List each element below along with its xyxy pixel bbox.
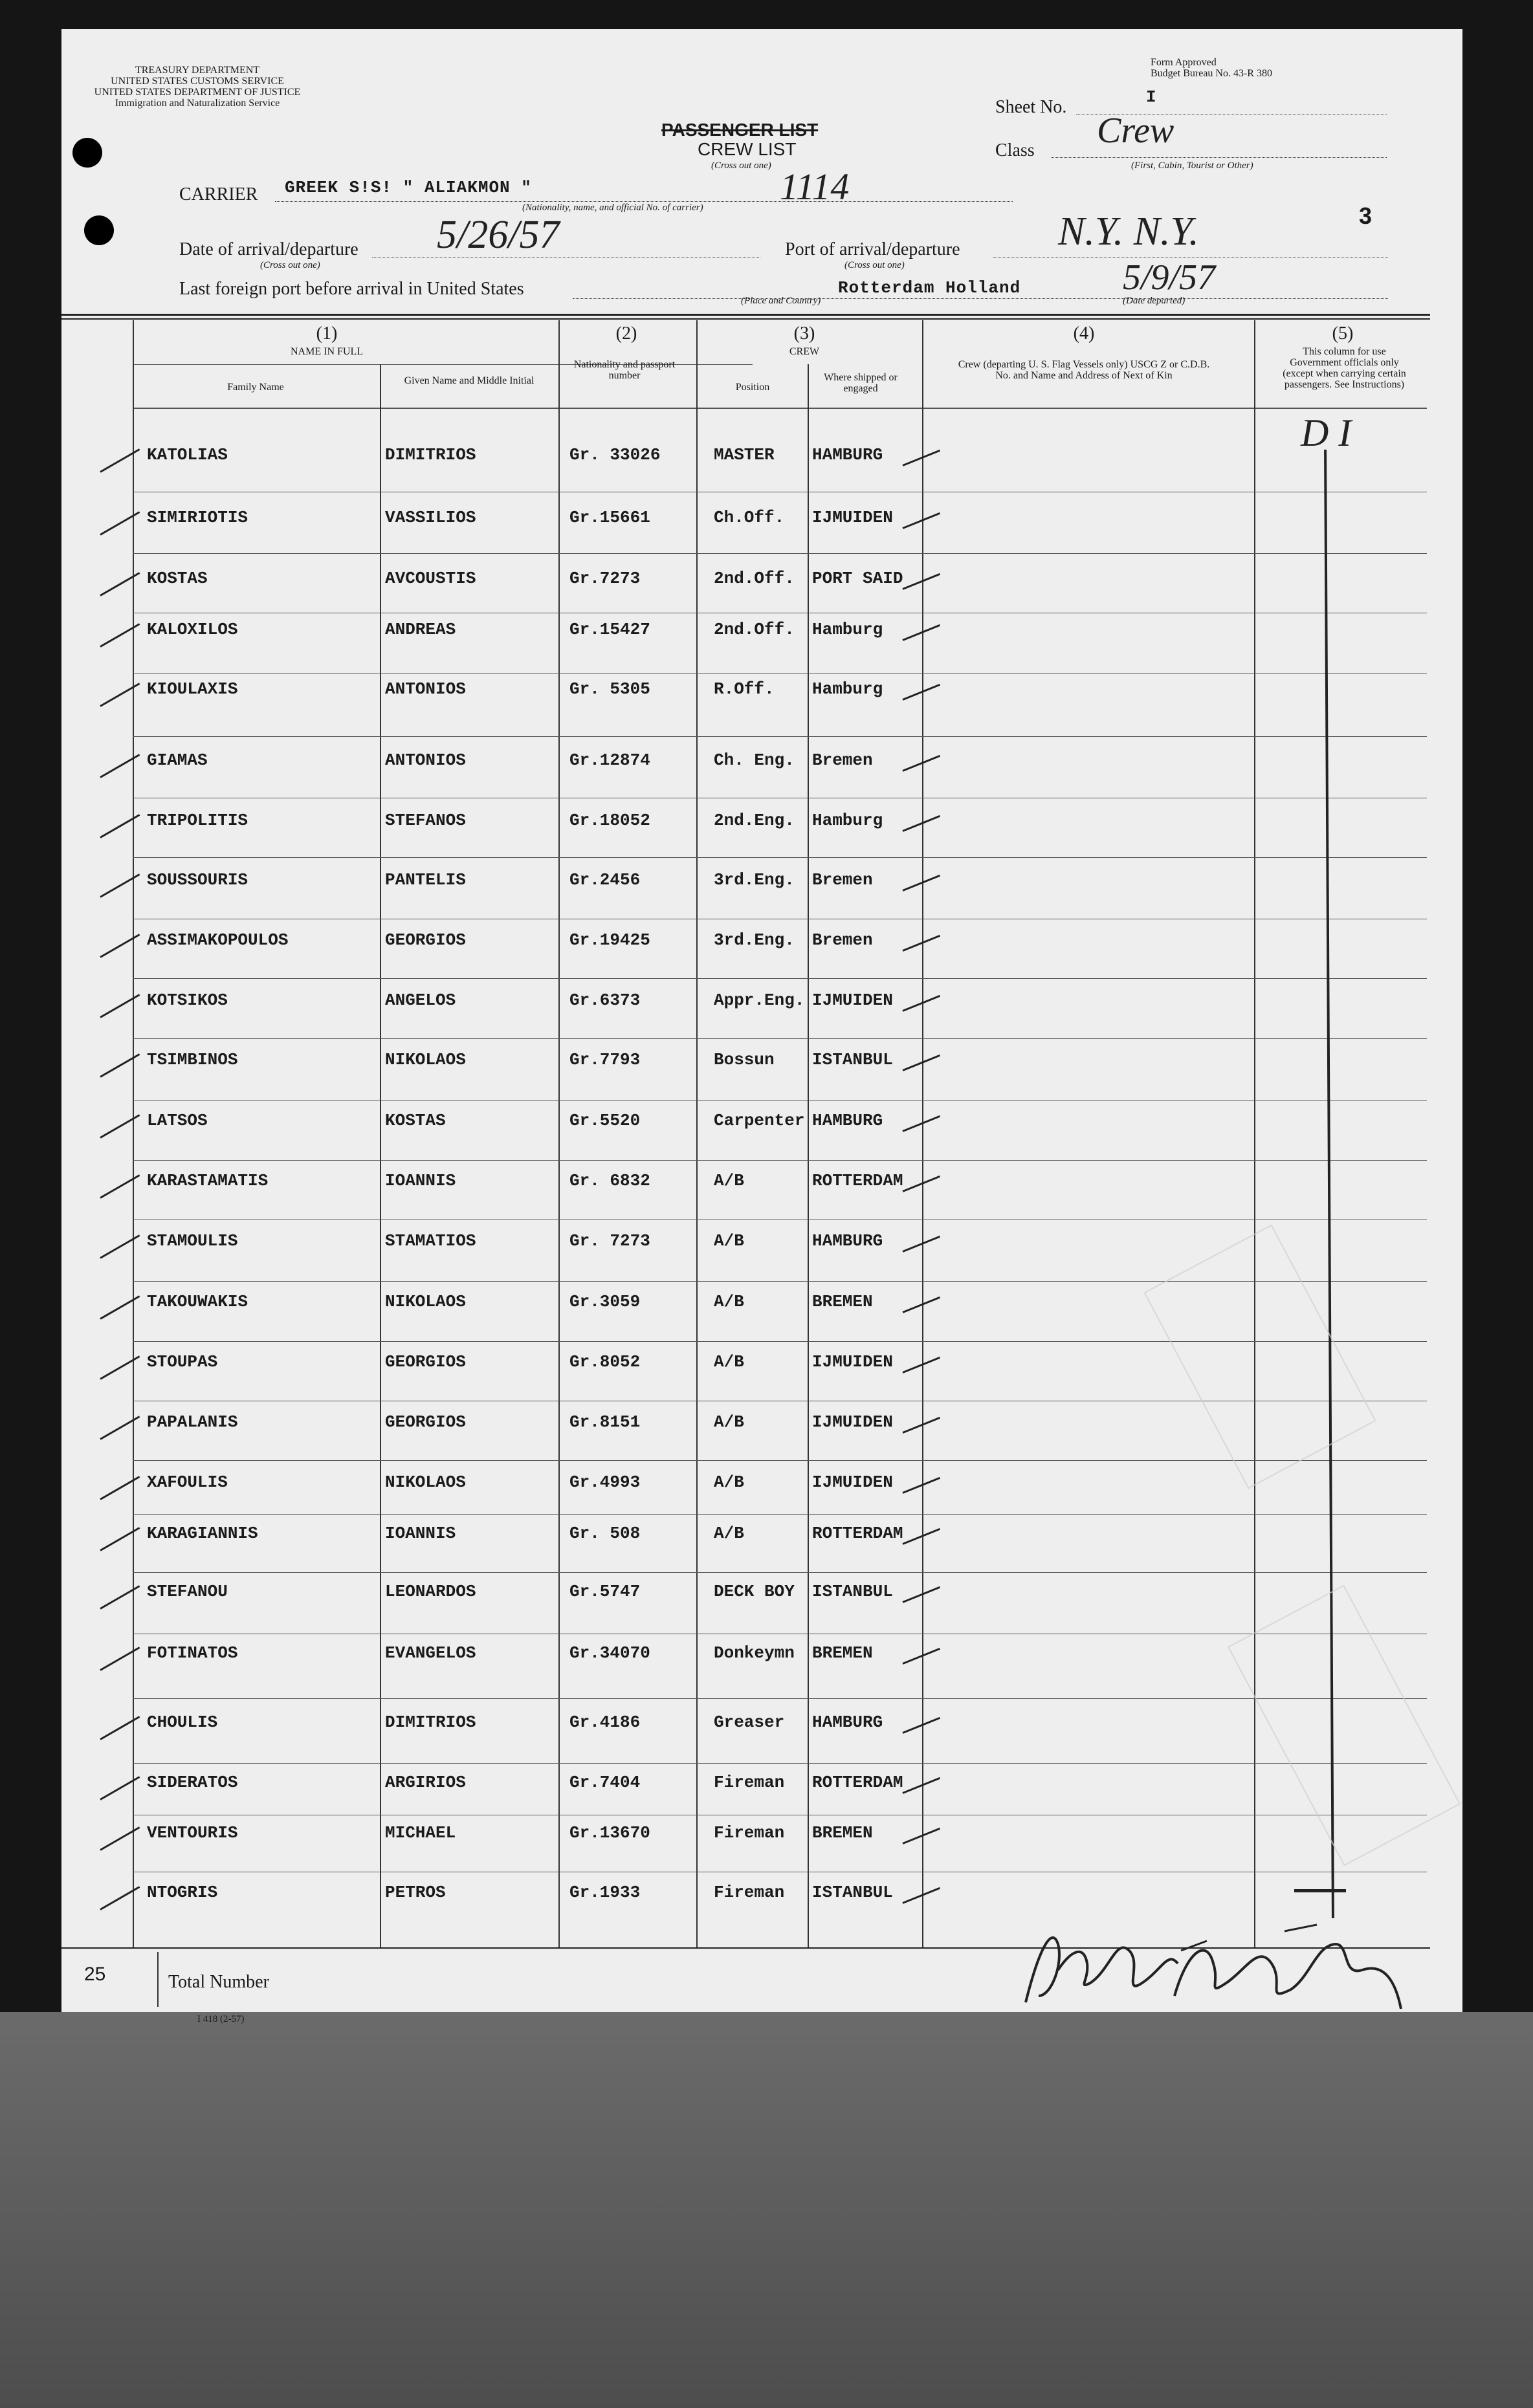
position-cell: A/B xyxy=(714,1231,744,1251)
where-shipped-cell: ROTTERDAM xyxy=(812,1524,903,1543)
carrier-value: GREEK S!S! " ALIAKMON " xyxy=(285,178,532,197)
where-shipped-cell: HAMBURG xyxy=(812,445,883,465)
family-name-cell: KARAGIANNIS xyxy=(147,1524,258,1543)
family-name-cell: PAPALANIS xyxy=(147,1412,238,1432)
family-name-cell: KOSTAS xyxy=(147,569,208,588)
where-shipped-cell: IJMUIDEN xyxy=(812,1412,893,1432)
date-cross-out-hint: (Cross out one) xyxy=(260,260,320,270)
family-name-cell: KIOULAXIS xyxy=(147,679,238,699)
family-name-cell: STEFANOU xyxy=(147,1582,228,1601)
row-divider xyxy=(133,553,1427,554)
check-mark xyxy=(902,624,940,641)
col2-title: Nationality and passport number xyxy=(573,359,676,381)
port-cross-out-hint: (Cross out one) xyxy=(844,260,905,270)
given-name-header: Given Name and Middle Initial xyxy=(404,375,535,386)
given-name-cell: GEORGIOS xyxy=(385,1412,466,1432)
passport-cell: Gr.7273 xyxy=(569,569,641,588)
check-mark xyxy=(902,1477,940,1494)
col4-title: Crew (departing U. S. Flag Vessels only) USCG Z or C.D.B. No. and Name and Address of Next of Kin xyxy=(958,359,1210,381)
position-cell: A/B xyxy=(714,1524,744,1543)
family-name-header: Family Name xyxy=(227,382,284,393)
passport-cell: Gr.15661 xyxy=(569,508,650,527)
check-mark xyxy=(100,623,140,648)
check-mark xyxy=(100,994,140,1018)
class-hint: (First, Cabin, Tourist or Other) xyxy=(1131,160,1253,171)
passport-cell: Gr.19425 xyxy=(569,930,650,950)
where-shipped-cell: ISTANBUL xyxy=(812,1050,893,1069)
punch-hole xyxy=(72,138,102,168)
passport-cell: Gr.15427 xyxy=(569,620,650,639)
check-mark xyxy=(902,1717,940,1734)
check-mark xyxy=(100,1295,140,1320)
check-mark xyxy=(902,1055,940,1071)
position-cell: 2nd.Off. xyxy=(714,569,795,588)
family-name-cell: SOUSSOURIS xyxy=(147,870,248,890)
position-cell: A/B xyxy=(714,1171,744,1190)
given-name-cell: ANTONIOS xyxy=(385,750,466,770)
check-mark xyxy=(902,1887,940,1904)
place-hint: (Place and Country) xyxy=(741,296,821,306)
position-cell: A/B xyxy=(714,1292,744,1311)
given-name-cell: GEORGIOS xyxy=(385,930,466,950)
col4-number: (4) xyxy=(1073,323,1095,344)
check-mark xyxy=(902,684,940,701)
where-shipped-cell: BREMEN xyxy=(812,1292,873,1311)
position-cell: R.Off. xyxy=(714,679,775,699)
row-divider xyxy=(133,1572,1427,1573)
position-cell: Carpenter xyxy=(714,1111,805,1130)
sheet-no-label: Sheet No. xyxy=(995,97,1067,117)
col2-number: (2) xyxy=(615,323,637,344)
given-name-cell: VASSILIOS xyxy=(385,508,476,527)
passport-cell: Gr.7793 xyxy=(569,1050,641,1069)
budget-bureau: Budget Bureau No. 43-R 380 xyxy=(1151,68,1272,79)
where-shipped-cell: PORT SAID xyxy=(812,569,903,588)
class-label: Class xyxy=(995,140,1035,160)
position-cell: Appr.Eng. xyxy=(714,991,805,1010)
given-name-cell: AVCOUSTIS xyxy=(385,569,476,588)
where-shipped-cell: IJMUIDEN xyxy=(812,1352,893,1372)
passport-cell: Gr.5520 xyxy=(569,1111,641,1130)
given-name-cell: ANDREAS xyxy=(385,620,456,639)
position-cell: Fireman xyxy=(714,1773,785,1792)
given-name-cell: NIKOLAOS xyxy=(385,1472,466,1492)
passport-cell: Gr.18052 xyxy=(569,811,650,830)
check-mark xyxy=(902,450,940,466)
agency-line: Immigration and Naturalization Service xyxy=(115,98,280,109)
passport-cell: Gr.7404 xyxy=(569,1773,641,1792)
where-shipped-cell: ISTANBUL xyxy=(812,1883,893,1902)
check-mark xyxy=(902,1828,940,1844)
check-mark xyxy=(100,1585,140,1610)
position-cell: Ch. Eng. xyxy=(714,750,795,770)
class-value: Crew xyxy=(1097,111,1175,151)
given-name-cell: STAMATIOS xyxy=(385,1231,476,1251)
given-name-cell: ANGELOS xyxy=(385,991,456,1010)
agency-line: UNITED STATES CUSTOMS SERVICE xyxy=(111,76,284,87)
position-cell: A/B xyxy=(714,1412,744,1432)
position-cell: A/B xyxy=(714,1472,744,1492)
where-shipped-cell: Hamburg xyxy=(812,811,883,830)
check-mark xyxy=(100,1053,140,1078)
family-name-cell: CHOULIS xyxy=(147,1713,218,1732)
passport-cell: Gr.6373 xyxy=(569,991,641,1010)
family-name-cell: SIMIRIOTIS xyxy=(147,508,248,527)
title-cross-out-hint: (Cross out one) xyxy=(711,160,771,171)
date-departed-hint: (Date departed) xyxy=(1123,296,1186,306)
given-name-cell: KOSTAS xyxy=(385,1111,446,1130)
where-shipped-cell: Bremen xyxy=(812,930,873,950)
position-cell: Fireman xyxy=(714,1883,785,1902)
passport-cell: Gr.8052 xyxy=(569,1352,641,1372)
check-mark xyxy=(100,1776,140,1801)
row-divider xyxy=(133,736,1427,737)
given-name-cell: LEONARDOS xyxy=(385,1582,476,1601)
check-mark xyxy=(902,935,940,952)
where-shipped-cell: HAMBURG xyxy=(812,1231,883,1251)
position-cell: MASTER xyxy=(714,445,775,465)
position-cell: Fireman xyxy=(714,1823,785,1843)
position-cell: Greaser xyxy=(714,1713,785,1732)
check-mark xyxy=(100,1527,140,1551)
passport-cell: Gr.4993 xyxy=(569,1472,641,1492)
check-mark xyxy=(902,755,940,772)
check-mark xyxy=(902,1777,940,1794)
where-shipped-cell: IJMUIDEN xyxy=(812,1472,893,1492)
check-mark xyxy=(100,1234,140,1259)
where-shipped-cell: ROTTERDAM xyxy=(812,1171,903,1190)
given-name-cell: IOANNIS xyxy=(385,1171,456,1190)
where-shipped-cell: IJMUIDEN xyxy=(812,991,893,1010)
form-code: I 418 (2-57) xyxy=(197,2014,245,2024)
passport-cell: Gr. 7273 xyxy=(569,1231,650,1251)
check-mark xyxy=(100,572,140,597)
where-shipped-cell: ROTTERDAM xyxy=(812,1773,903,1792)
carrier-number: 1114 xyxy=(780,166,850,208)
position-cell: Donkeymn xyxy=(714,1643,795,1663)
form-approved: Form Approved xyxy=(1151,57,1217,68)
given-name-cell: STEFANOS xyxy=(385,811,466,830)
row-divider xyxy=(133,978,1427,979)
passport-cell: Gr.13670 xyxy=(569,1823,650,1843)
where-shipped-header: Where shipped or engaged xyxy=(824,372,898,394)
check-mark xyxy=(100,1476,140,1500)
passport-cell: Gr.12874 xyxy=(569,750,650,770)
position-cell: A/B xyxy=(714,1352,744,1372)
check-mark xyxy=(100,934,140,958)
passport-cell: Gr.4186 xyxy=(569,1713,641,1732)
family-name-cell: GIAMAS xyxy=(147,750,208,770)
check-mark xyxy=(902,1648,940,1665)
where-shipped-cell: Bremen xyxy=(812,870,873,890)
family-name-cell: KOTSIKOS xyxy=(147,991,228,1010)
row-divider xyxy=(133,1514,1427,1515)
check-mark xyxy=(902,875,940,892)
given-name-cell: IOANNIS xyxy=(385,1524,456,1543)
check-mark xyxy=(902,1586,940,1603)
family-name-cell: TAKOUWAKIS xyxy=(147,1292,248,1311)
col5-title: This column for use Government officials only (except when carrying certain passengers. See Instructions) xyxy=(1283,346,1406,390)
total-number-value: 25 xyxy=(84,1964,106,1985)
where-shipped-cell: ISTANBUL xyxy=(812,1582,893,1601)
col1-title: NAME IN FULL xyxy=(291,346,363,357)
position-cell: Bossun xyxy=(714,1050,775,1069)
family-name-cell: TRIPOLITIS xyxy=(147,811,248,830)
family-name-cell: KARASTAMATIS xyxy=(147,1171,269,1190)
passport-cell: Gr.1933 xyxy=(569,1883,641,1902)
crew-list-form xyxy=(61,29,1462,2024)
col3-number: (3) xyxy=(793,323,815,344)
given-name-cell: PETROS xyxy=(385,1883,446,1902)
row-divider xyxy=(133,1038,1427,1039)
check-mark xyxy=(100,754,140,778)
where-shipped-cell: BREMEN xyxy=(812,1643,873,1663)
passport-cell: Gr. 508 xyxy=(569,1524,641,1543)
given-name-cell: PANTELIS xyxy=(385,870,466,890)
check-mark xyxy=(100,1355,140,1380)
date-label: Date of arrival/departure xyxy=(179,239,358,259)
check-mark xyxy=(902,573,940,590)
scan-bottom-margin xyxy=(0,2012,1533,2408)
position-cell: 2nd.Off. xyxy=(714,620,795,639)
check-mark xyxy=(902,1357,940,1374)
check-mark xyxy=(902,1176,940,1192)
punch-hole xyxy=(84,215,114,245)
family-name-cell: STAMOULIS xyxy=(147,1231,238,1251)
check-mark xyxy=(100,1886,140,1910)
where-shipped-cell: HAMBURG xyxy=(812,1713,883,1732)
check-mark xyxy=(902,1115,940,1132)
check-mark xyxy=(902,1297,940,1313)
passport-cell: Gr.2456 xyxy=(569,870,641,890)
row-divider xyxy=(133,1160,1427,1161)
passport-cell: Gr.34070 xyxy=(569,1643,650,1663)
col5-number: (5) xyxy=(1332,323,1354,344)
given-name-cell: MICHAEL xyxy=(385,1823,456,1843)
check-mark xyxy=(100,814,140,838)
given-name-cell: ANTONIOS xyxy=(385,679,466,699)
check-mark xyxy=(902,995,940,1012)
check-mark xyxy=(902,815,940,832)
row-divider xyxy=(133,1698,1427,1699)
port-label: Port of arrival/departure xyxy=(785,239,960,259)
sheet-no-value: I xyxy=(1146,87,1157,107)
position-cell: 3rd.Eng. xyxy=(714,870,795,890)
check-mark xyxy=(902,512,940,529)
last-port-label: Last foreign port before arrival in United States xyxy=(179,279,524,299)
agency-line: UNITED STATES DEPARTMENT OF JUSTICE xyxy=(94,87,301,98)
where-shipped-cell: Hamburg xyxy=(812,620,883,639)
check-mark xyxy=(100,1647,140,1671)
passport-cell: Gr. 33026 xyxy=(569,445,661,465)
family-name-cell: KATOLIAS xyxy=(147,445,228,465)
date-value: 5/26/57 xyxy=(437,213,560,257)
last-port-date: 5/9/57 xyxy=(1123,257,1216,298)
passport-cell: Gr.5747 xyxy=(569,1582,641,1601)
page-number: 3 xyxy=(1359,202,1373,229)
family-name-cell: KALOXILOS xyxy=(147,620,238,639)
title-crew-list: CREW LIST xyxy=(698,139,797,159)
faint-stamp xyxy=(1228,1585,1461,1866)
given-name-cell: ARGIRIOS xyxy=(385,1773,466,1792)
position-cell: 2nd.Eng. xyxy=(714,811,795,830)
given-name-cell: EVANGELOS xyxy=(385,1643,476,1663)
where-shipped-cell: Hamburg xyxy=(812,679,883,699)
carrier-label: CARRIER xyxy=(179,184,258,204)
passport-cell: Gr. 5305 xyxy=(569,679,650,699)
check-mark xyxy=(902,1528,940,1545)
passport-cell: Gr.3059 xyxy=(569,1292,641,1311)
family-name-cell: SIDERATOS xyxy=(147,1773,238,1792)
family-name-cell: TSIMBINOS xyxy=(147,1050,238,1069)
family-name-cell: STOUPAS xyxy=(147,1352,218,1372)
check-mark xyxy=(100,1114,140,1139)
given-name-cell: NIKOLAOS xyxy=(385,1292,466,1311)
family-name-cell: XAFOULIS xyxy=(147,1472,228,1492)
check-mark xyxy=(902,1236,940,1253)
check-mark xyxy=(100,1716,140,1740)
total-number-box xyxy=(67,1952,159,2007)
passport-cell: Gr. 6832 xyxy=(569,1171,650,1190)
row-divider xyxy=(133,857,1427,858)
given-name-cell: NIKOLAOS xyxy=(385,1050,466,1069)
check-mark xyxy=(100,448,140,473)
agency-block xyxy=(87,65,307,109)
position-cell: 3rd.Eng. xyxy=(714,930,795,950)
faint-stamp xyxy=(1143,1225,1376,1489)
column5-mark: D I xyxy=(1301,411,1352,454)
check-mark xyxy=(902,1417,940,1434)
check-mark xyxy=(100,1174,140,1199)
port-value: N.Y. N.Y. xyxy=(1058,210,1199,254)
family-name-cell: VENTOURIS xyxy=(147,1823,238,1843)
title-passenger-list: PASSENGER LIST xyxy=(661,120,819,140)
where-shipped-cell: HAMBURG xyxy=(812,1111,883,1130)
check-mark xyxy=(100,873,140,898)
position-cell: DECK BOY xyxy=(714,1582,795,1601)
position-cell: Ch.Off. xyxy=(714,508,785,527)
family-name-cell: ASSIMAKOPOULOS xyxy=(147,930,289,950)
check-mark xyxy=(100,683,140,707)
check-mark xyxy=(100,1416,140,1440)
passport-cell: Gr.8151 xyxy=(569,1412,641,1432)
where-shipped-cell: Bremen xyxy=(812,750,873,770)
position-header: Position xyxy=(735,382,770,393)
col3-title: CREW xyxy=(789,346,820,357)
where-shipped-cell: BREMEN xyxy=(812,1823,873,1843)
check-mark xyxy=(100,511,140,536)
where-shipped-cell: IJMUIDEN xyxy=(812,508,893,527)
given-name-cell: DIMITRIOS xyxy=(385,445,476,465)
check-mark xyxy=(100,1826,140,1851)
agency-line: TREASURY DEPARTMENT xyxy=(135,65,260,76)
row-divider xyxy=(133,1763,1427,1764)
family-name-cell: NTOGRIS xyxy=(147,1883,218,1902)
given-name-cell: GEORGIOS xyxy=(385,1352,466,1372)
family-name-cell: FOTINATOS xyxy=(147,1643,238,1663)
col1-number: (1) xyxy=(316,323,338,344)
carrier-hint: (Nationality, name, and official No. of carrier) xyxy=(522,202,703,213)
given-name-cell: DIMITRIOS xyxy=(385,1713,476,1732)
family-name-cell: LATSOS xyxy=(147,1111,208,1130)
total-number-label: Total Number xyxy=(168,1972,269,1992)
last-port-value: Rotterdam Holland xyxy=(838,278,1021,298)
